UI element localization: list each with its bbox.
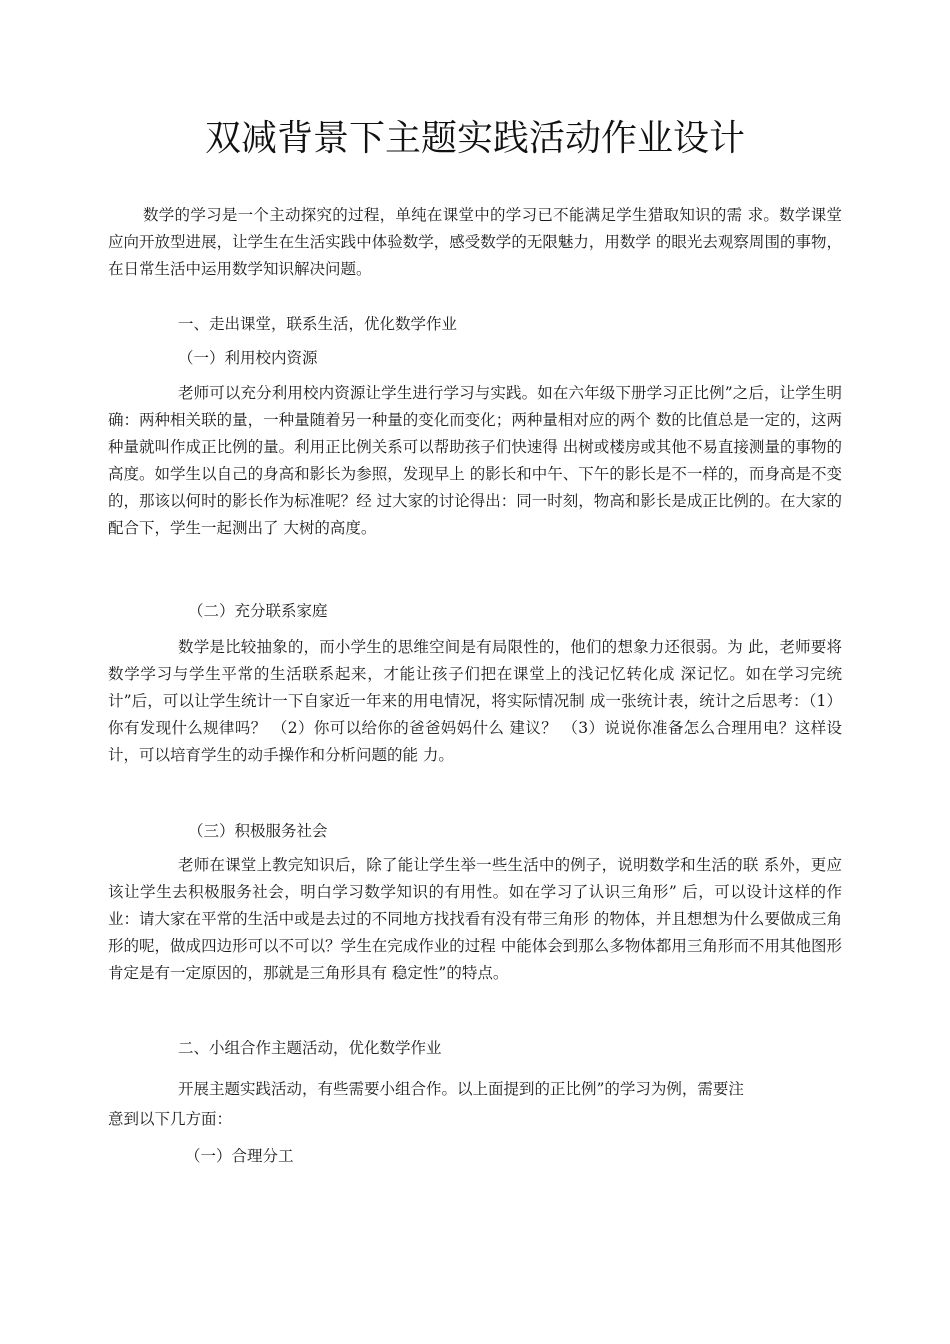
section-heading-1: 一、走出课堂，联系生活，优化数学作业 (178, 315, 458, 333)
subsection-body-2: 数学是比较抽象的，而小学生的思维空间是有局限性的，他们的想象力还很弱。为 此，老师要将数学学习与学生平常的生活联系起来，才能让孩子们把在课堂上的浅记忆转化成 深记忆。如在学习完统计”后，可以让学生统计一下自家近一年来的用电情况，将实际情况制 成一张统计表，统计之后思考：（1）你有发现什么规律吗？ （2）你可以给你的爸爸妈妈什么 建议？ （3）说说你准备怎么合理用电？这样设计，可以培育学生的动手操作和分析问题的能 力。 (108, 638, 842, 764)
subsection-heading-1: （一）利用校内资源 (178, 349, 318, 367)
subsection-heading-4: （一）合理分工 (185, 1147, 294, 1165)
subsection-body-3: 老师在课堂上教完知识后，除了能让学生举一些生活中的例子，说明数学和生活的联 系外，更应该让学生去积极服务社会，明白学习数学知识的有用性。如在学习了认识三角形” 后，可以设计这样的作业：请大家在平常的生活中或是去过的不同地方找找看有没有带三角形 的物体，并且想想为什么要做成三角形的呢，做成四边形可以不可以？学生在完成作业的过程 中能体会到那么多物体都用三角形而不用其他图形肯定是有一定原因的，那就是三角形具有 稳定性”的特点。 (108, 856, 842, 982)
section-heading-2: 二、小组合作主题活动，优化数学作业 (178, 1039, 442, 1057)
subsection-heading-2: （二）充分联系家庭 (188, 602, 328, 620)
document-title: 双减背景下主题实践活动作业设计 (204, 118, 745, 159)
intro-paragraph: 数学的学习是一个主动探究的过程，单纯在课堂中的学习已不能满足学生猎取知识的需 求。数学课堂应向开放型进展，让学生在生活实践中体验数学，感受数学的无限魅力，用数学 的眼光去观察周围的事物，在日常生活中运用数学知识解决问题。 (108, 206, 842, 278)
subsection-body-1: 老师可以充分利用校内资源让学生进行学习与实践。如在六年级下册学习正比例”之后，让学生明确：两种相关联的量，一种量随着另一种量的变化而变化；两种量相对应的两个 数的比值总是一定的，这两种量就叫作成正比例的量。利用正比例关系可以帮助孩子们快速得 出树或楼房或其他不易直接测量的事物的高度。如学生以自己的身高和影长为参照，发现早上 的影长和中午、下午的影长是不一样的，而身高是不变的，那该以何时的影长作为标准呢？经 过大家的讨论得出：同一时刻，物高和影长是成正比例的。在大家的配合下，学生一起测出了 大树的高度。 (108, 384, 842, 537)
section-body-2-line-1: 开展主题实践活动，有些需要小组合作。以上面提到的正比例”的学习为例，需要注 (178, 1080, 744, 1098)
section-body-2-line-2: 意到以下几方面： (108, 1110, 233, 1128)
subsection-heading-3: （三）积极服务社会 (188, 822, 328, 840)
